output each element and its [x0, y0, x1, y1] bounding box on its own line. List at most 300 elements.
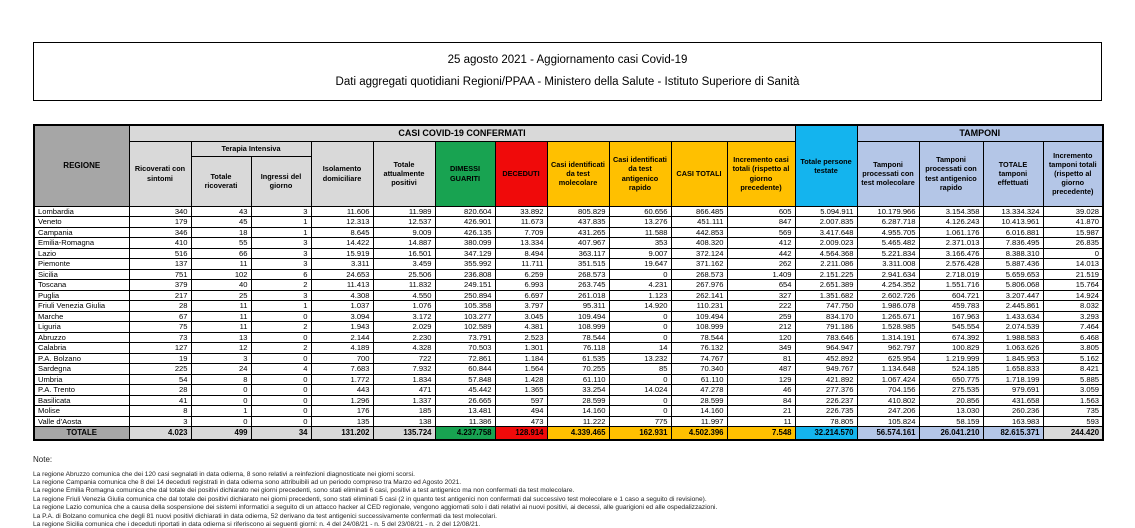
value-cell: 18 [191, 227, 251, 238]
value-cell: 244.420 [1043, 427, 1103, 440]
value-cell: 120 [727, 332, 795, 343]
header-incremento-tamponi: Incremento tamponi totali (rispetto al giorno precedente) [1043, 141, 1103, 206]
value-cell: 1.265.671 [857, 311, 919, 322]
value-cell: 4.126.243 [919, 217, 983, 228]
value-cell: 1.772 [311, 374, 373, 385]
value-cell: 84 [727, 395, 795, 406]
value-cell: 55 [191, 238, 251, 249]
value-cell: 13.334.324 [983, 206, 1043, 217]
value-cell: 8.645 [311, 227, 373, 238]
value-cell: 471 [373, 385, 435, 396]
value-cell: 410 [129, 238, 191, 249]
value-cell: 176 [311, 406, 373, 417]
value-cell: 805.829 [547, 206, 609, 217]
value-cell: 28 [129, 385, 191, 396]
value-cell: 12 [191, 343, 251, 354]
region-name-cell: Liguria [34, 322, 129, 333]
value-cell: 751 [129, 269, 191, 280]
value-cell: 70.503 [435, 343, 495, 354]
value-cell: 0 [609, 395, 671, 406]
value-cell: 9.009 [373, 227, 435, 238]
value-cell: 108.999 [671, 322, 727, 333]
value-cell: 1.433.634 [983, 311, 1043, 322]
value-cell: 167.963 [919, 311, 983, 322]
value-cell: 8.388.310 [983, 248, 1043, 259]
value-cell: 597 [495, 395, 547, 406]
value-cell: 54 [129, 374, 191, 385]
region-name-cell: Marche [34, 311, 129, 322]
table-row [34, 332, 1103, 343]
value-cell: 2.230 [373, 332, 435, 343]
value-cell: 60.844 [435, 364, 495, 375]
value-cell: 4.381 [495, 322, 547, 333]
table-row [34, 353, 1103, 364]
value-cell: 76.132 [671, 343, 727, 354]
value-cell: 105.824 [857, 416, 919, 427]
value-cell: 11 [191, 259, 251, 270]
value-cell: 0 [609, 374, 671, 385]
value-cell: 2.651.389 [795, 280, 857, 291]
value-cell: 21 [727, 406, 795, 417]
value-cell: 135 [311, 416, 373, 427]
value-cell: 128.914 [495, 427, 547, 440]
value-cell: 410.802 [857, 395, 919, 406]
value-cell: 277.376 [795, 385, 857, 396]
value-cell: 0 [251, 406, 311, 417]
value-cell: 451.111 [671, 217, 727, 228]
value-cell: 6.287.718 [857, 217, 919, 228]
value-cell: 137 [129, 259, 191, 270]
notes-section [33, 455, 1102, 528]
value-cell: 3.293 [1043, 311, 1103, 322]
value-cell: 1 [251, 227, 311, 238]
value-cell: 12.313 [311, 217, 373, 228]
value-cell: 275.535 [919, 385, 983, 396]
value-cell: 70.340 [671, 364, 727, 375]
value-cell: 73.791 [435, 332, 495, 343]
value-cell: 14.013 [1043, 259, 1103, 270]
value-cell: 47.278 [671, 385, 727, 396]
value-cell: 11.588 [609, 227, 671, 238]
value-cell: 6.993 [495, 280, 547, 291]
value-cell: 3.459 [373, 259, 435, 270]
value-cell: 866.485 [671, 206, 727, 217]
value-cell: 2.151.225 [795, 269, 857, 280]
value-cell: 61.110 [547, 374, 609, 385]
value-cell: 3 [129, 416, 191, 427]
table-row [34, 364, 1103, 375]
value-cell: 2.941.634 [857, 269, 919, 280]
table-row [34, 217, 1103, 228]
value-cell: 3 [191, 353, 251, 364]
value-cell: 3.059 [1043, 385, 1103, 396]
value-cell: 20.856 [919, 395, 983, 406]
value-cell: 4.308 [311, 290, 373, 301]
value-cell: 1.296 [311, 395, 373, 406]
value-cell: 0 [191, 395, 251, 406]
value-cell: 5.806.068 [983, 280, 1043, 291]
value-cell: 0 [609, 332, 671, 343]
header-casi-test-molecolare: Casi identificati da test molecolare [547, 141, 609, 206]
value-cell: 14 [609, 343, 671, 354]
page-subtitle: Dati aggregati quotidiani Regioni/PPAA - Ministero della Salute - Istituto Superiore di Sanità [335, 76, 800, 88]
value-cell: 0 [609, 269, 671, 280]
value-cell: 10.179.966 [857, 206, 919, 217]
value-cell: 34 [251, 427, 311, 440]
value-cell: 2.718.019 [919, 269, 983, 280]
value-cell: 1.718.199 [983, 374, 1043, 385]
header-group-tamponi: TAMPONI [857, 125, 1103, 141]
value-cell: 363.117 [547, 248, 609, 259]
value-cell: 5.885 [1043, 374, 1103, 385]
header-isolamento-domiciliare: Isolamento domiciliare [311, 141, 373, 206]
value-cell: 249.151 [435, 280, 495, 291]
page-title: 25 agosto 2021 - Aggiornamento casi Covid-19 [447, 54, 688, 66]
note-line: La P.A. di Bolzano comunica che degli 81 nuovi positivi dichiarati in data odierna, 52 derivano da test antigenici successivamente confermati da test molecolari. [33, 512, 497, 520]
value-cell: 1.943 [311, 322, 373, 333]
value-cell: 0 [251, 395, 311, 406]
value-cell: 24.653 [311, 269, 373, 280]
value-cell: 13.481 [435, 406, 495, 417]
value-cell: 1.061.176 [919, 227, 983, 238]
value-cell: 962.797 [857, 343, 919, 354]
value-cell: 25.506 [373, 269, 435, 280]
header-casi-test-antigenico: Casi identificati da test antigenico rapido [609, 141, 671, 206]
value-cell: 14.160 [671, 406, 727, 417]
value-cell: 949.767 [795, 364, 857, 375]
value-cell: 11.711 [495, 259, 547, 270]
value-cell: 212 [727, 322, 795, 333]
value-cell: 1.123 [609, 290, 671, 301]
value-cell: 437.835 [547, 217, 609, 228]
value-cell: 162.931 [609, 427, 671, 440]
value-cell: 15.919 [311, 248, 373, 259]
value-cell: 1.219.999 [919, 353, 983, 364]
value-cell: 3.797 [495, 301, 547, 312]
covid-data-table [33, 124, 1104, 441]
region-name-cell: Toscana [34, 280, 129, 291]
table-header [34, 125, 1103, 206]
value-cell: 3.172 [373, 311, 435, 322]
value-cell: 347.129 [435, 248, 495, 259]
region-name-cell: Valle d'Aosta [34, 416, 129, 427]
value-cell: 8 [191, 374, 251, 385]
header-ingressi-del-giorno: Ingressi del giorno [251, 156, 311, 206]
table-row [34, 416, 1103, 427]
value-cell: 1.076 [373, 301, 435, 312]
value-cell: 127 [129, 343, 191, 354]
value-cell: 775 [609, 416, 671, 427]
value-cell: 60.656 [609, 206, 671, 217]
value-cell: 45 [191, 217, 251, 228]
value-cell: 19.647 [609, 259, 671, 270]
value-cell: 108.999 [547, 322, 609, 333]
value-cell: 179 [129, 217, 191, 228]
value-cell: 7.836.495 [983, 238, 1043, 249]
table-row [34, 301, 1103, 312]
table-row [34, 259, 1103, 270]
value-cell: 494 [495, 406, 547, 417]
value-cell: 263.745 [547, 280, 609, 291]
region-name-cell: Calabria [34, 343, 129, 354]
value-cell: 1.314.191 [857, 332, 919, 343]
value-cell: 0 [251, 374, 311, 385]
value-cell: 650.775 [919, 374, 983, 385]
value-cell: 3.311.008 [857, 259, 919, 270]
table-body [34, 206, 1103, 440]
value-cell: 0 [609, 406, 671, 417]
value-cell: 4.955.705 [857, 227, 919, 238]
value-cell: 1.134.648 [857, 364, 919, 375]
value-cell: 56.574.161 [857, 427, 919, 440]
value-cell: 979.691 [983, 385, 1043, 396]
value-cell: 1.528.985 [857, 322, 919, 333]
note-line: La regione Friuli Venezia Giulia comunica che dal totale dei positivi dichiarato nei giorni precedenti, sono stati eliminati 5 casi (2 in quanto test antigenici non confermati dal successivo test molecolare e 1 caso a seguito di revisione). [33, 495, 707, 503]
value-cell: 3.805 [1043, 343, 1103, 354]
value-cell: 1.067.424 [857, 374, 919, 385]
value-cell: 426.135 [435, 227, 495, 238]
value-cell: 4 [251, 364, 311, 375]
value-cell: 13.334 [495, 238, 547, 249]
value-cell: 4.339.465 [547, 427, 609, 440]
value-cell: 7.464 [1043, 322, 1103, 333]
value-cell: 82.615.371 [983, 427, 1043, 440]
value-cell: 11.413 [311, 280, 373, 291]
value-cell: 3 [251, 259, 311, 270]
value-cell: 791.186 [795, 322, 857, 333]
region-name-cell: Sicilia [34, 269, 129, 280]
value-cell: 78.544 [671, 332, 727, 343]
region-name-cell: Lazio [34, 248, 129, 259]
value-cell: 226.237 [795, 395, 857, 406]
value-cell: 442 [727, 248, 795, 259]
value-cell: 78.544 [547, 332, 609, 343]
value-cell: 431.265 [547, 227, 609, 238]
value-cell: 12.537 [373, 217, 435, 228]
header-dimessi-guariti: DIMESSI GUARITI [435, 141, 495, 206]
value-cell: 0 [251, 332, 311, 343]
value-cell: 226.735 [795, 406, 857, 417]
value-cell: 11 [191, 322, 251, 333]
value-cell: 1.351.682 [795, 290, 857, 301]
value-cell: 1.986.078 [857, 301, 919, 312]
value-cell: 33.892 [495, 206, 547, 217]
value-cell: 1.845.953 [983, 353, 1043, 364]
region-name-cell: TOTALE [34, 427, 129, 440]
value-cell: 222 [727, 301, 795, 312]
value-cell: 250.894 [435, 290, 495, 301]
header-totale-ricoverati: Totale ricoverati [191, 156, 251, 206]
value-cell: 236.808 [435, 269, 495, 280]
value-cell: 2.602.726 [857, 290, 919, 301]
notes-label: Note: [33, 454, 53, 464]
value-cell: 3.166.476 [919, 248, 983, 259]
value-cell: 6 [251, 269, 311, 280]
value-cell: 25 [191, 290, 251, 301]
note-line: La regione Abruzzo comunica che dei 120 casi segnalati in data odierna, 8 sono relativi a reinfezioni diagnosticate nei giorni scorsi. [33, 470, 415, 478]
value-cell: 9.007 [609, 248, 671, 259]
value-cell: 14.024 [609, 385, 671, 396]
value-cell: 327 [727, 290, 795, 301]
header-incremento-casi: Incremento casi totali (rispetto al giorno precedente) [727, 141, 795, 206]
value-cell: 351.515 [547, 259, 609, 270]
value-cell: 704.156 [857, 385, 919, 396]
value-cell: 3 [251, 248, 311, 259]
value-cell: 700 [311, 353, 373, 364]
header-totale-attualmente-positivi: Totale attualmente positivi [373, 141, 435, 206]
table-row [34, 395, 1103, 406]
region-name-cell: Piemonte [34, 259, 129, 270]
value-cell: 3.417.648 [795, 227, 857, 238]
value-cell: 73 [129, 332, 191, 343]
value-cell: 6.259 [495, 269, 547, 280]
region-name-cell: Basilicata [34, 395, 129, 406]
value-cell: 593 [1043, 416, 1103, 427]
value-cell: 103.277 [435, 311, 495, 322]
value-cell: 4.328 [373, 343, 435, 354]
value-cell: 24 [191, 364, 251, 375]
value-cell: 32.214.570 [795, 427, 857, 440]
value-cell: 41.870 [1043, 217, 1103, 228]
value-cell: 2 [251, 343, 311, 354]
value-cell: 26.665 [435, 395, 495, 406]
value-cell: 3 [251, 206, 311, 217]
value-cell: 8.421 [1043, 364, 1103, 375]
value-cell: 654 [727, 280, 795, 291]
value-cell: 452.892 [795, 353, 857, 364]
value-cell: 443 [311, 385, 373, 396]
value-cell: 13 [191, 332, 251, 343]
value-cell: 1.301 [495, 343, 547, 354]
value-cell: 1.063.626 [983, 343, 1043, 354]
value-cell: 19 [129, 353, 191, 364]
table-row [34, 374, 1103, 385]
value-cell: 735 [1043, 406, 1103, 417]
value-cell: 346 [129, 227, 191, 238]
value-cell: 131.202 [311, 427, 373, 440]
region-name-cell: Umbria [34, 374, 129, 385]
value-cell: 10.413.961 [983, 217, 1043, 228]
value-cell: 21.519 [1043, 269, 1103, 280]
value-cell: 1.337 [373, 395, 435, 406]
note-line: La regione Emilia Romagna comunica che dal totale dei positivi dichiarato nei giorni precedenti, sono stati eliminati 6 casi, positivi a test antigenico ma non confermati da test molecolare. [33, 487, 575, 495]
table-row [34, 311, 1103, 322]
value-cell: 11.222 [547, 416, 609, 427]
value-cell: 4.189 [311, 343, 373, 354]
value-cell: 0 [251, 311, 311, 322]
value-cell: 4.564.368 [795, 248, 857, 259]
value-cell: 13.232 [609, 353, 671, 364]
value-cell: 1 [191, 406, 251, 417]
value-cell: 163.983 [983, 416, 1043, 427]
value-cell: 834.170 [795, 311, 857, 322]
notes-list [33, 471, 1102, 528]
value-cell: 8.032 [1043, 301, 1103, 312]
value-cell: 1.988.583 [983, 332, 1043, 343]
value-cell: 66 [191, 248, 251, 259]
value-cell: 847 [727, 217, 795, 228]
value-cell: 0 [251, 353, 311, 364]
region-name-cell: Abruzzo [34, 332, 129, 343]
value-cell: 262.141 [671, 290, 727, 301]
value-cell: 260.236 [983, 406, 1043, 417]
value-cell: 0 [191, 385, 251, 396]
value-cell: 46 [727, 385, 795, 396]
value-cell: 4.231 [609, 280, 671, 291]
value-cell: 3 [251, 290, 311, 301]
value-cell: 783.646 [795, 332, 857, 343]
value-cell: 407.967 [547, 238, 609, 249]
value-cell: 138 [373, 416, 435, 427]
value-cell: 3.207.447 [983, 290, 1043, 301]
value-cell: 15.987 [1043, 227, 1103, 238]
value-cell: 5.887.436 [983, 259, 1043, 270]
value-cell: 14.920 [609, 301, 671, 312]
value-cell: 268.573 [671, 269, 727, 280]
value-cell: 545.554 [919, 322, 983, 333]
value-cell: 11 [191, 311, 251, 322]
value-cell: 74.767 [671, 353, 727, 364]
value-cell: 421.892 [795, 374, 857, 385]
value-cell: 11 [727, 416, 795, 427]
table-row [34, 343, 1103, 354]
header-terapia-intensiva: Terapia Intensiva [191, 141, 311, 156]
value-cell: 625.954 [857, 353, 919, 364]
value-cell: 0 [251, 416, 311, 427]
value-cell: 2 [251, 322, 311, 333]
value-cell: 964.947 [795, 343, 857, 354]
value-cell: 185 [373, 406, 435, 417]
value-cell: 13.276 [609, 217, 671, 228]
value-cell: 76.118 [547, 343, 609, 354]
value-cell: 14.887 [373, 238, 435, 249]
header-casi-totali: CASI TOTALI [671, 141, 727, 206]
value-cell: 14.924 [1043, 290, 1103, 301]
value-cell: 14.422 [311, 238, 373, 249]
value-cell: 4.254.352 [857, 280, 919, 291]
value-cell: 412 [727, 238, 795, 249]
value-cell: 5.094.911 [795, 206, 857, 217]
table-row [34, 227, 1103, 238]
value-cell: 2.371.013 [919, 238, 983, 249]
value-cell: 28.599 [547, 395, 609, 406]
header-group-confermati: CASI COVID-19 CONFERMATI [129, 125, 795, 141]
header-totale-tamponi: TOTALE tamponi effettuati [983, 141, 1043, 206]
value-cell: 109.494 [671, 311, 727, 322]
value-cell: 70.255 [547, 364, 609, 375]
value-cell: 1.551.716 [919, 280, 983, 291]
table-row [34, 269, 1103, 280]
value-cell: 722 [373, 353, 435, 364]
total-row [34, 427, 1103, 440]
value-cell: 1.564 [495, 364, 547, 375]
value-cell: 1.365 [495, 385, 547, 396]
value-cell: 5.162 [1043, 353, 1103, 364]
table-row [34, 385, 1103, 396]
value-cell: 353 [609, 238, 671, 249]
value-cell: 110.231 [671, 301, 727, 312]
value-cell: 105.358 [435, 301, 495, 312]
table-row [34, 238, 1103, 249]
value-cell: 8 [129, 406, 191, 417]
value-cell: 459.783 [919, 301, 983, 312]
value-cell: 1.834 [373, 374, 435, 385]
value-cell: 1.658.833 [983, 364, 1043, 375]
value-cell: 11.997 [671, 416, 727, 427]
value-cell: 1.184 [495, 353, 547, 364]
note-line: La regione Campania comunica che 8 dei 14 deceduti registrati in data odierna sono attribuibili ad un periodo compreso tra Marzo ed Agosto 2021. [33, 478, 462, 486]
note-line: La regione Lazio comunica che a causa della sospensione dei sistemi informatici a seguito di un attacco hacker al CED regionale, vengono aggiornati solo i dati relativi ai nuovi positivi, ai decessi, alle guarigioni ed alle ospedalizzazioni. [33, 504, 718, 512]
